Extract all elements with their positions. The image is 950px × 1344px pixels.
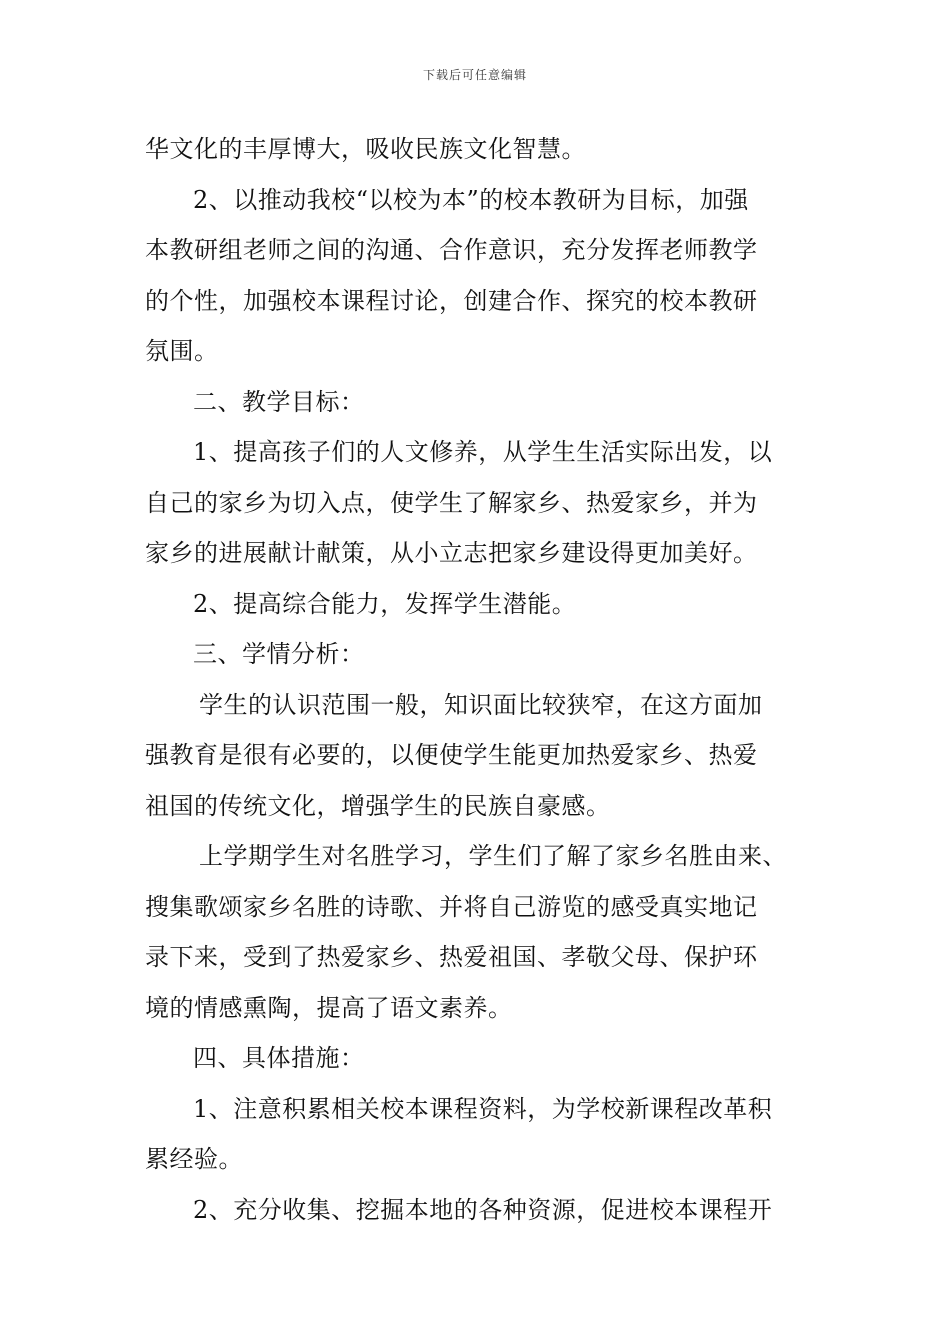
text-line: 累经验。	[145, 1145, 243, 1173]
text-line: 家乡的进展献计献策，从小立志把家乡建设得更加美好。	[145, 539, 758, 567]
page-header: 下载后可任意编辑	[422, 68, 527, 82]
text-line: 1、提高孩子们的人文修养，从学生生活实际出发，以	[193, 438, 773, 466]
text-line: 自己的家乡为切入点，使学生了解家乡、热爱家乡，并为	[145, 488, 758, 517]
text-line: 氛围。	[145, 337, 219, 365]
text-line: 1、注意积累相关校本课程资料，为学校新课程改革积	[193, 1094, 773, 1123]
text-line: 录下来，受到了热爱家乡、热爱祖国、孝敬父母、保护环	[145, 943, 758, 971]
text-line: 上学期学生对名胜学习，学生们了解了家乡名胜由来、	[199, 842, 787, 870]
text-line: 学生的认识范围一般，知识面比较狭窄，在这方面加	[199, 690, 763, 719]
text-line: 2、以推动我校“以校为本”的校本教研为目标，加强	[193, 185, 749, 214]
text-line: 2、提高综合能力，发挥学生潜能。	[193, 589, 577, 618]
text-line: 搜集歌颂家乡名胜的诗歌、并将自己游览的感受真实地记	[145, 892, 758, 921]
text-line: 的个性，加强校本课程讨论，创建合作、探究的校本教研	[145, 286, 758, 315]
text-line: 本教研组老师之间的沟通、合作意识，充分发挥老师教学	[145, 236, 758, 264]
text-line: 境的情感熏陶，提高了语文素养。	[145, 993, 513, 1022]
text-line: 2、充分收集、挖掘本地的各种资源，促进校本课程开	[193, 1195, 773, 1224]
text-line: 强教育是很有必要的，以便使学生能更加热爱家乡、热爱	[145, 741, 758, 769]
document-body	[145, 124, 815, 1235]
text-line: 华文化的丰厚博大，吸收民族文化智慧。	[145, 135, 586, 163]
text-line: 祖国的传统文化，增强学生的民族自豪感。	[145, 791, 611, 820]
section-heading: 三、学情分析：	[193, 640, 365, 668]
section-heading: 四、具体措施：	[193, 1044, 365, 1072]
section-heading: 二、教学目标：	[193, 387, 365, 416]
